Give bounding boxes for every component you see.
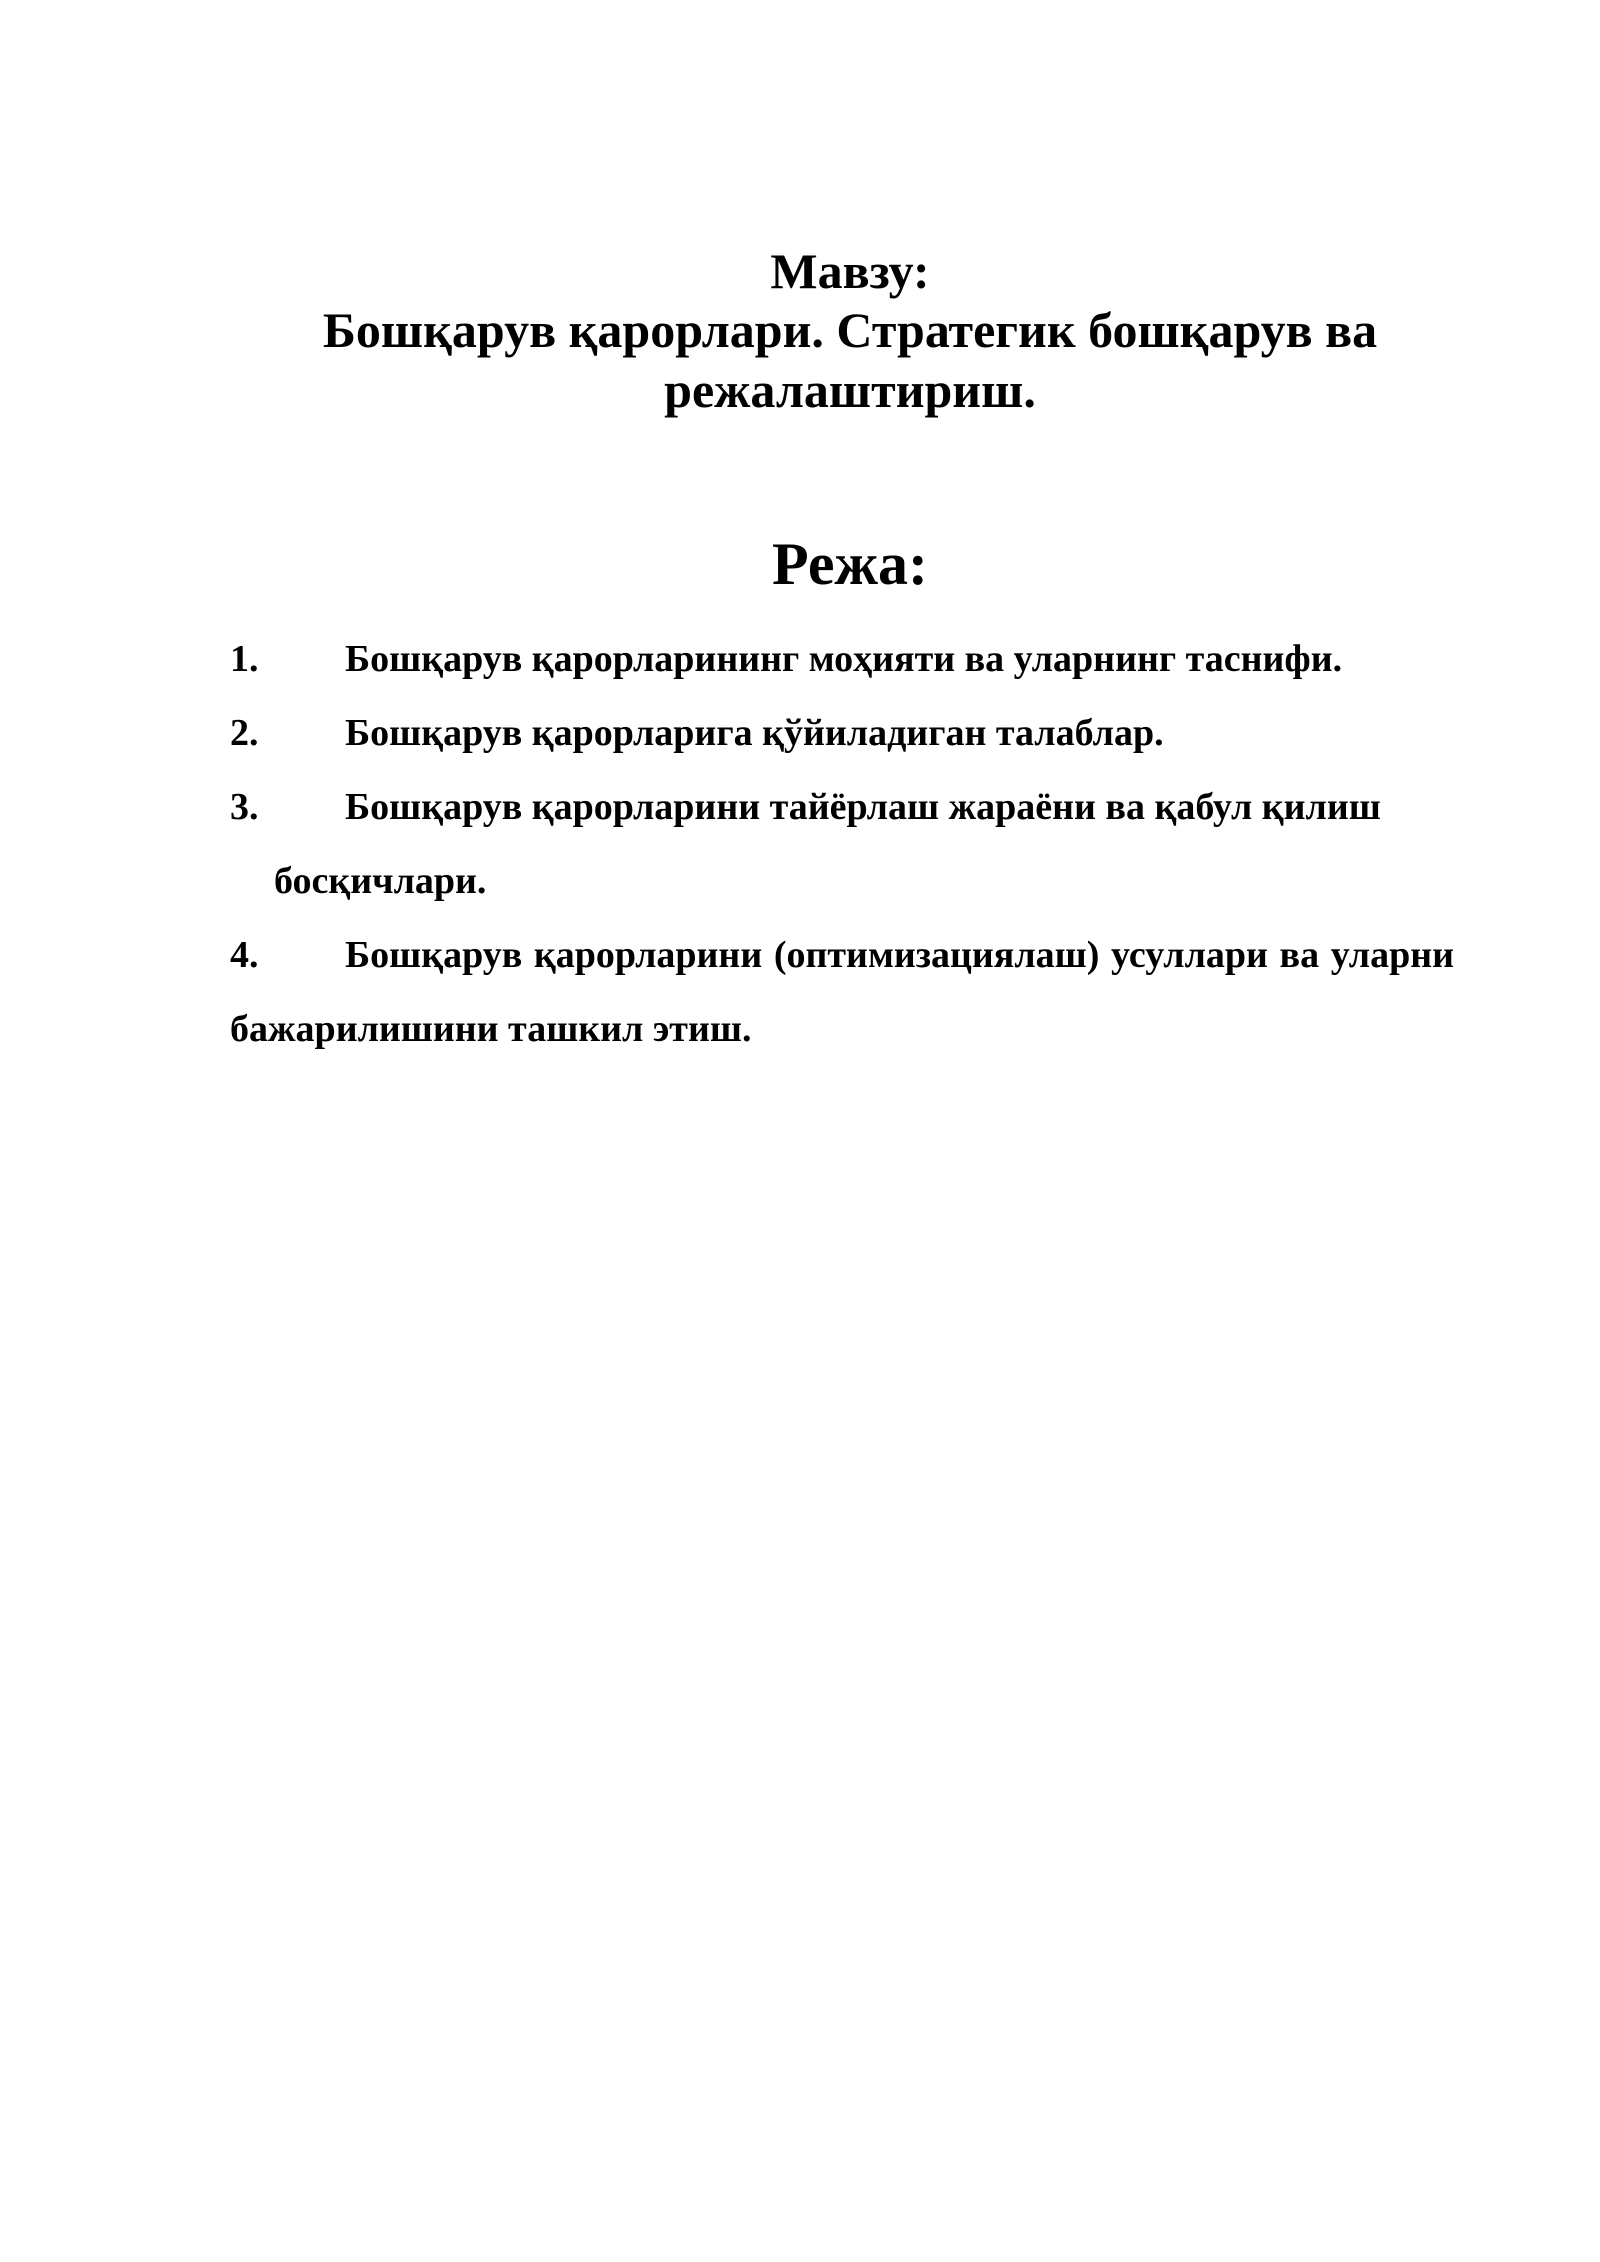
plan-item-number: 3. xyxy=(230,786,259,828)
plan-item-text: Бошқарув қарорларининг моҳияти ва уларнинг таснифи. xyxy=(345,638,1343,680)
plan-heading: Режа: xyxy=(772,531,928,597)
plan-item-2 xyxy=(230,696,1454,770)
plan-item-text: Бошқарув қарорларига қўйиладиган талаблар. xyxy=(345,712,1164,754)
plan-item-3 xyxy=(230,770,1454,918)
plan-item-4 xyxy=(230,918,1454,1066)
plan-item-text: Бошқарув қарорларини (оптимизациялаш) усуллари ва уларни бажарилишини ташкил этиш. xyxy=(230,934,1454,1050)
topic-title: Бошқарув қарорлари. Стратегик бошқарув ва режалаштириш. xyxy=(322,302,1378,418)
topic-label: Мавзу: xyxy=(770,243,930,299)
plan-item-text: Бошқарув қарорларини тайёрлаш жараёни ва қабул қилиш xyxy=(345,786,1381,828)
plan-item-number: 2. xyxy=(230,712,259,754)
plan-item-number: 1. xyxy=(230,638,259,680)
plan-item-1 xyxy=(230,622,1454,696)
plan-item-continuation: босқичлари. xyxy=(274,860,487,902)
plan-list xyxy=(230,622,1454,1066)
plan-item-number: 4. xyxy=(230,934,259,976)
